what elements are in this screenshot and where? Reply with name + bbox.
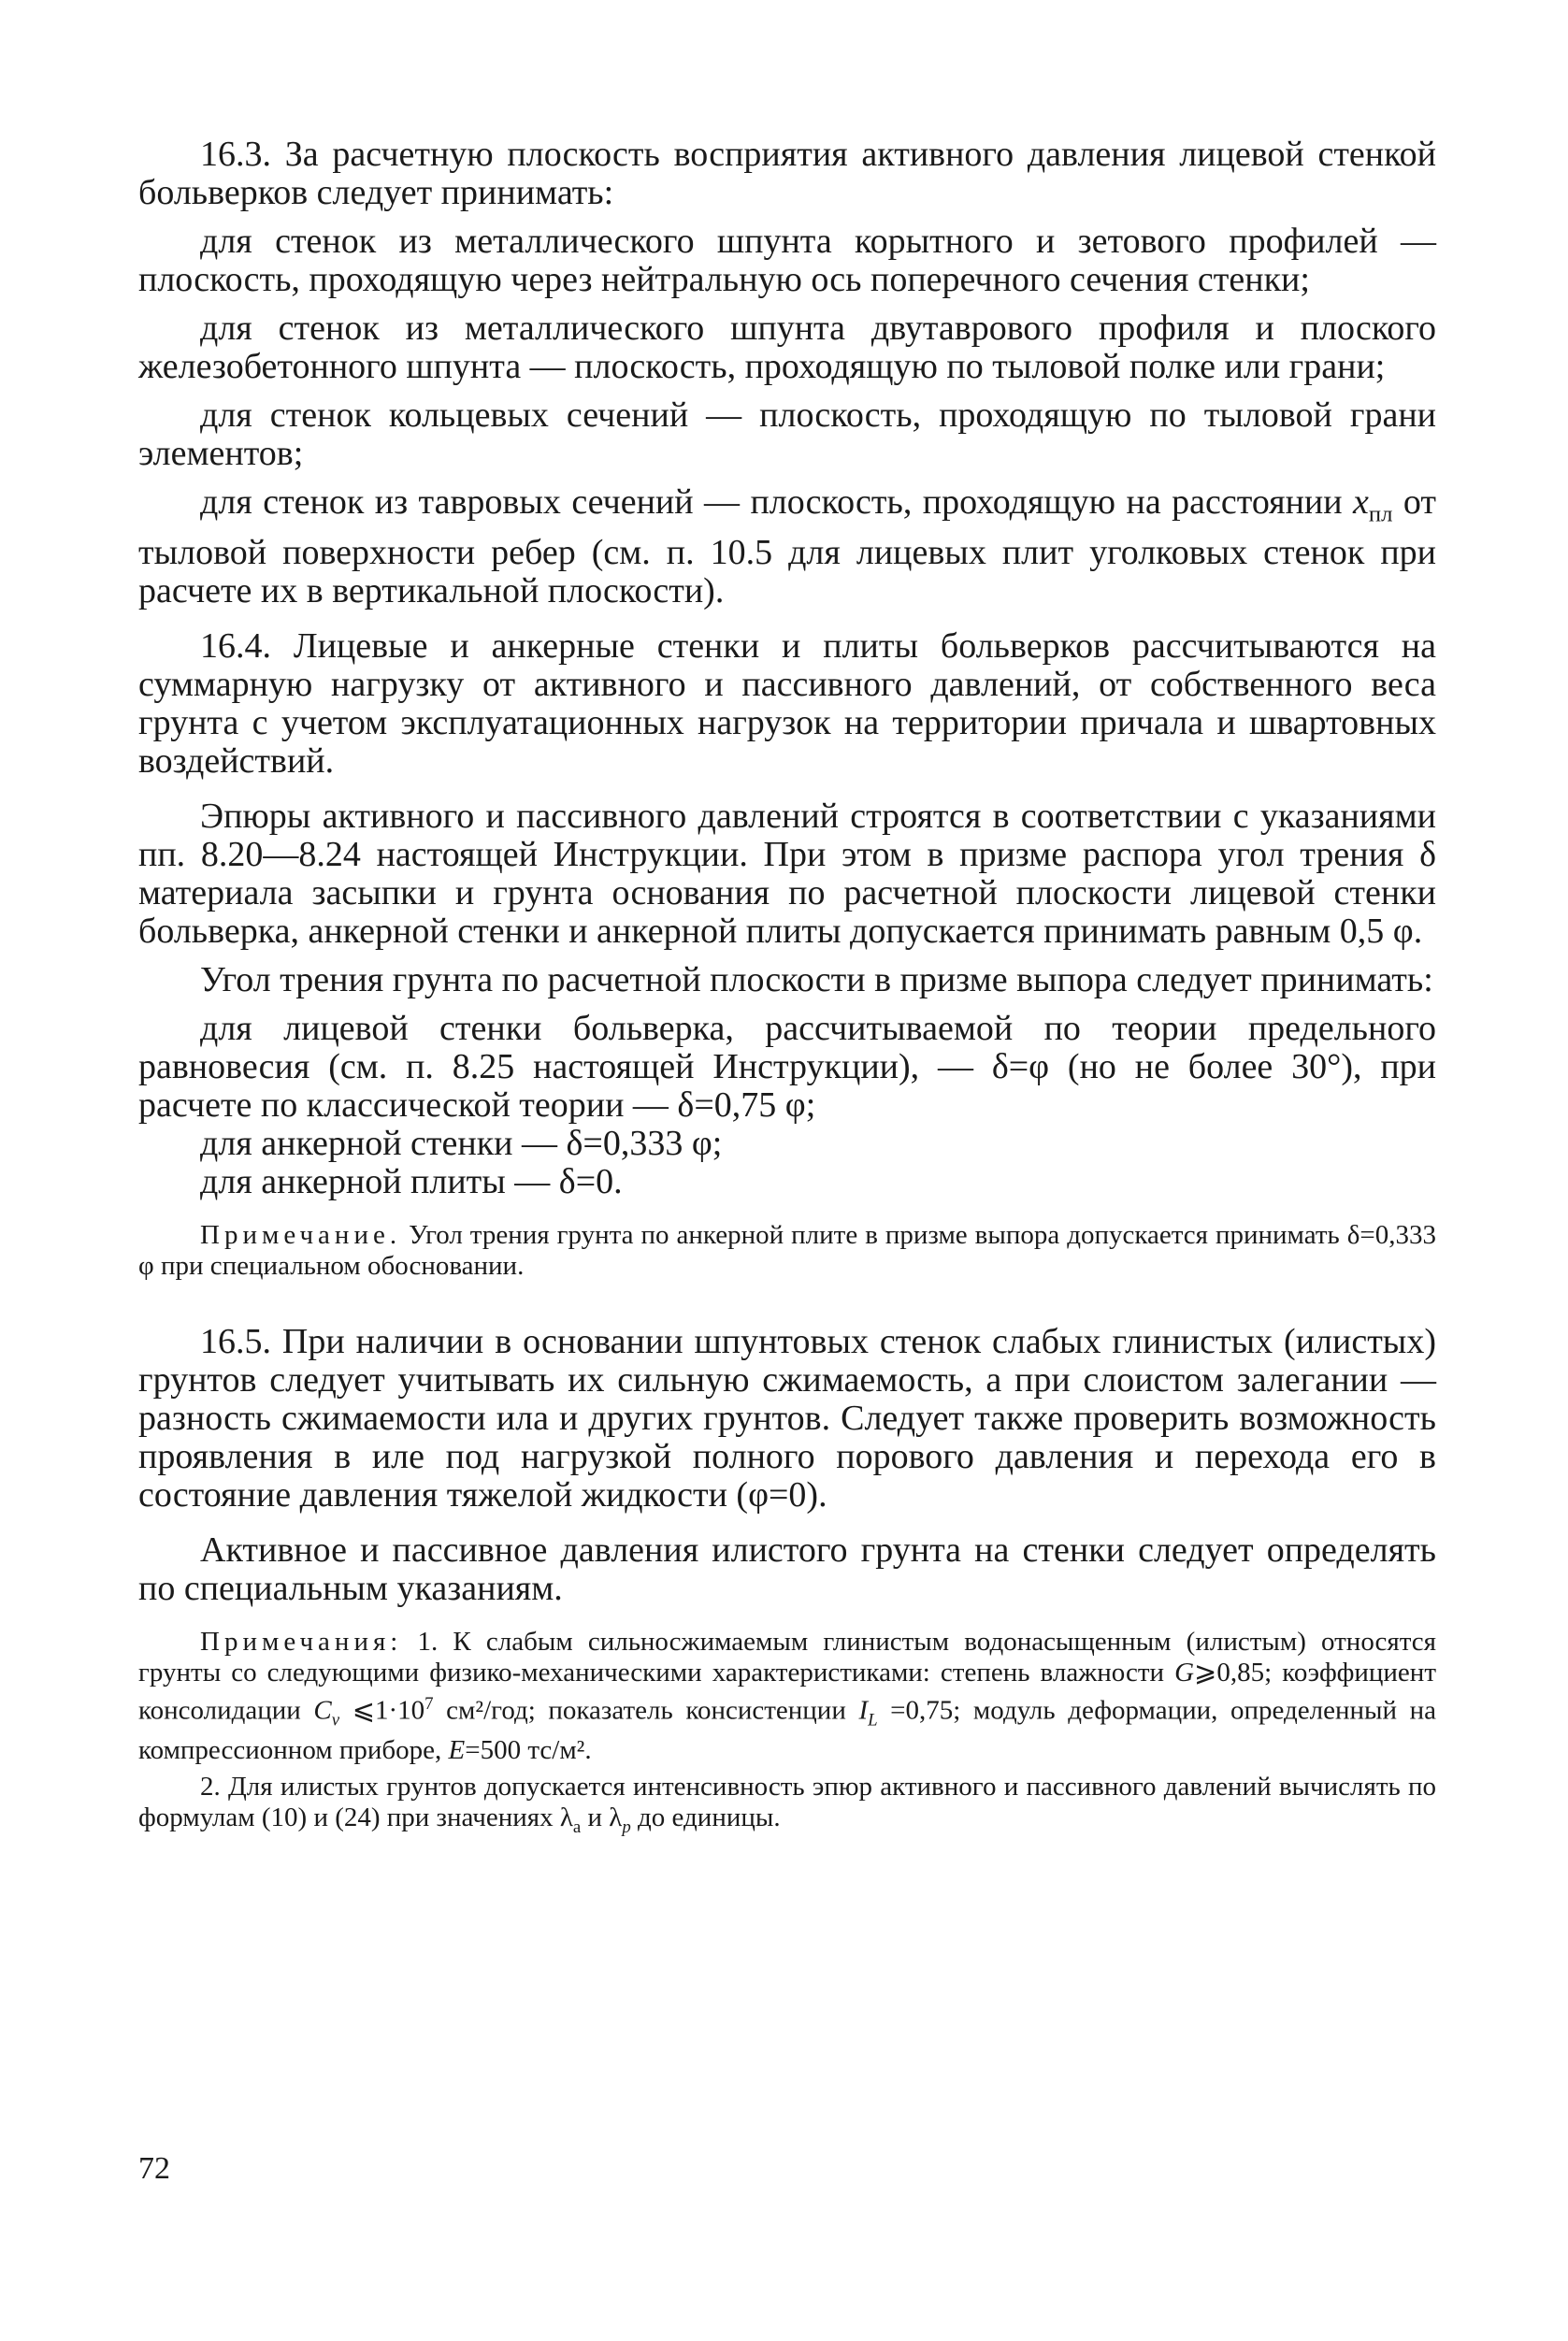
paragraph-16-4-anchor-wall: для анкерной стенки — δ=0,333 φ;	[200, 1123, 723, 1163]
variable-i: I	[858, 1695, 869, 1726]
text-run: ⩾0,85; коэффициент консолидации	[138, 1657, 1436, 1726]
paragraph-16-4-intro: 16.4. Лицевые и анкерные стенки и плиты больверков рассчитываются на суммарную нагрузку от активного и пассивного давлений, от собственного веса грунта с учетом эксплуатационных нагрузок на территории причала и швартовных воздействий.	[138, 625, 1436, 781]
page-number: 72	[138, 2151, 170, 2186]
variable-x: x	[1353, 482, 1369, 522]
notes-label: Примечания:	[200, 1626, 403, 1657]
text-run: от тыловой поверхности ребер (см. п. 10.5 для лицевых плит уголковых стенок при расчете их в вертикальной плоскости).	[138, 482, 1437, 610]
paragraph-16-3-item-4	[138, 483, 1436, 610]
text-run: ⩽1·10	[339, 1695, 425, 1726]
paragraph-16-4-friction-angle: Угол трения грунта по расчетной плоскости в призме выпора следует принимать:	[200, 959, 1433, 999]
note-16-4	[138, 1220, 1436, 1282]
subscript-a: а	[572, 1817, 582, 1837]
variable-g: G	[1174, 1657, 1195, 1688]
paragraph-16-5-intro: 16.5. При наличии в основании шпунтовых стенок слабых глинистых (илистых) грунтов следует учитывать их сильную сжимаемость, а при слоистом залегании — разность сжимаемости ила и других грунтов. Следует также проверить возможность проявления в иле под нагрузкой полного порового давления и перехода его в состояние давления тяжелой жидкости (φ=0).	[138, 1321, 1436, 1515]
text-run: =500 тс/м².	[465, 1735, 592, 1766]
note-label: Примечание.	[200, 1219, 402, 1250]
note-16-5-1	[138, 1627, 1436, 1766]
subscript-v: v	[331, 1710, 340, 1731]
paragraph-16-4-diagrams: Эпюры активного и пассивного давлений строятся в соответствии с указаниями пп. 8.20—8.24 настоящей Инструкции. При этом в призме распора угол трения δ материала засыпки и грунта основания по расчетной плоскости лицевой стенки больверка, анкерной стенки и анкерной плиты допускается принимать равным 0,5 φ.	[138, 796, 1436, 951]
paragraph-16-3-item-1: для стенок из металлического шпунта корытного и зетового профилей — плоскость, проходящую через нейтральную ось поперечного сечения стенки;	[138, 222, 1436, 299]
superscript-exp: 7	[424, 1693, 434, 1714]
text-run: =0,75; модуль деформации, определенный на компрессионном приборе,	[138, 1695, 1436, 1766]
paragraph-16-3-item-2: для стенок из металлического шпунта двутаврового профиля и плоского железобетонного шпунта — плоскость, проходящую по тыловой полке или грани;	[138, 309, 1436, 386]
text-run: см²/год; показатель консистенции	[433, 1695, 859, 1726]
text-run: до единицы.	[630, 1802, 781, 1833]
page-body	[138, 136, 1436, 1843]
paragraph-16-4-face-wall: для лицевой стенки больверка, рассчитываемой по теории предельного равновесия (см. п. 8.25 настоящей Инструкции), — δ=φ (но не более 30°), при расчете по классической теории — δ=0,75 φ;	[138, 1008, 1436, 1125]
paragraph-16-3-intro: 16.3. За расчетную плоскость восприятия активного давления лицевой стенкой больверков следует принимать:	[138, 135, 1436, 212]
text-run: для стенок из тавровых сечений — плоскость, проходящую на расстоянии	[200, 482, 1354, 522]
variable-c: C	[313, 1695, 332, 1726]
text-run: 1. К слабым сильносжимаемым глинистым водонасыщенным (илистым) относятся грунты со следующими физико-механическими характеристиками: степень влажности	[138, 1626, 1436, 1688]
text-run: 2. Для илистых грунтов допускается интенсивность эпюр активного и пассивного давлений вычислять по формулам (10) и (24) при значениях λ	[138, 1772, 1436, 1833]
variable-e: E	[448, 1735, 466, 1766]
paragraph-16-3-item-3: для стенок кольцевых сечений — плоскость, проходящую по тыловой грани элементов;	[138, 395, 1436, 473]
subscript-l: L	[868, 1710, 878, 1731]
note-16-5-2	[138, 1772, 1436, 1843]
text-run: и λ	[581, 1802, 623, 1833]
note-text: Угол трения грунта по анкерной плите в призме выпора допускается принимать δ=0,333 φ при специальном обосновании.	[138, 1219, 1436, 1281]
paragraph-16-4-anchor-plate: для анкерной плиты — δ=0.	[200, 1161, 623, 1201]
subscript-p: p	[622, 1817, 631, 1837]
paragraph-16-5-silty-soil: Активное и пассивное давления илистого грунта на стенки следует определять по специальным указаниям.	[138, 1530, 1436, 1608]
subscript-pl: пл	[1368, 501, 1393, 527]
